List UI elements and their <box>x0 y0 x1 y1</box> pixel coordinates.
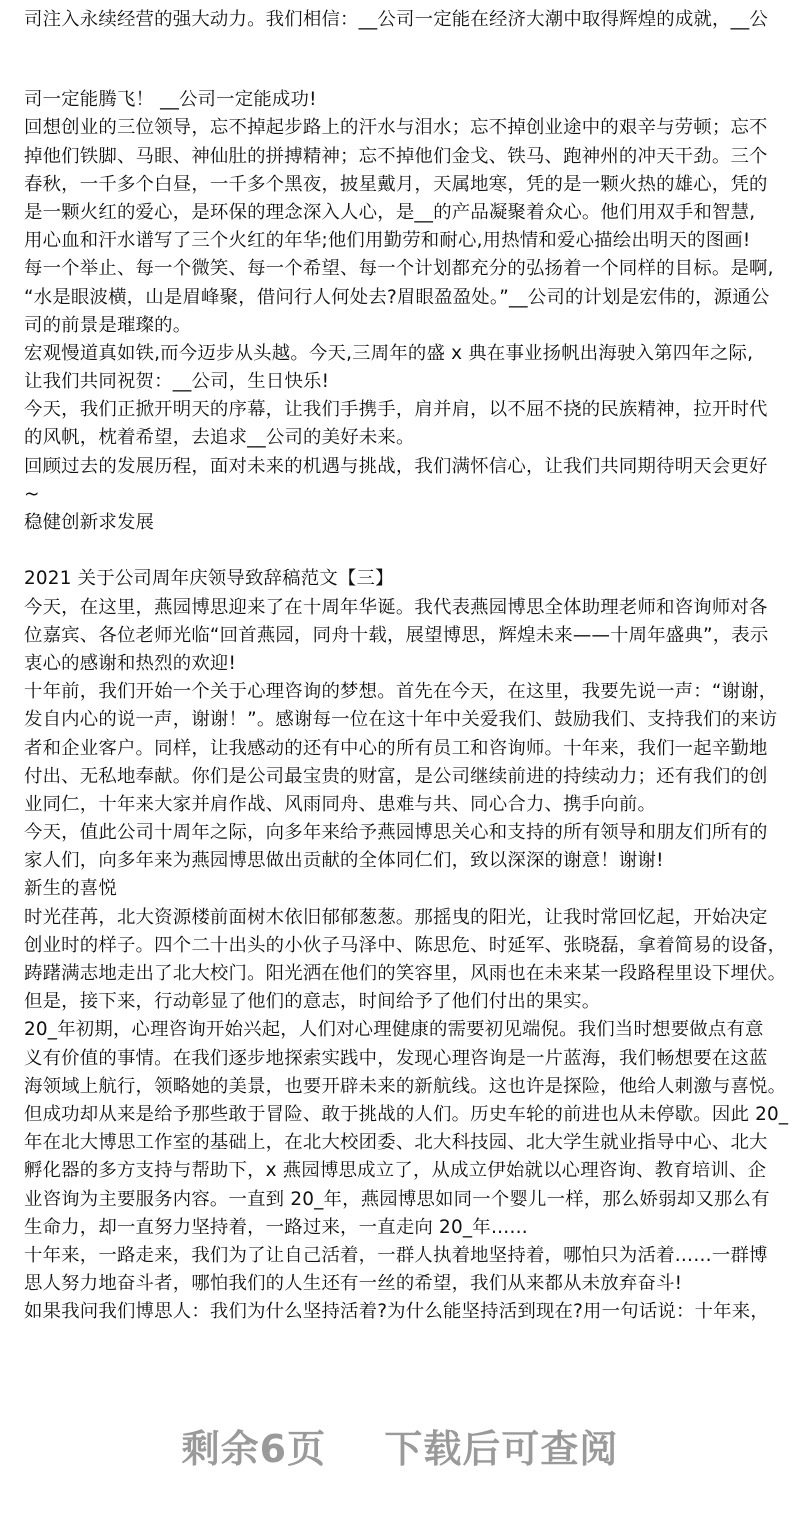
paragraph-block-2 <box>24 86 784 537</box>
text-line: 稳健创新求发展 <box>24 512 155 533</box>
text-line: “水是眼波横，山是眉峰聚，借问行人何处去?眉眼盈盈处。”__公司的计划是宏伟的，源通公 <box>24 286 770 308</box>
text-line: 义有价值的事情。在我们逐步地探索实践中，发现心理咨询是一片蓝海，我们畅想要在这蓝 <box>24 1047 768 1069</box>
text-line: 春秋，一千多个白昼，一千多个黑夜，披星戴月，天属地寒，凭的是一颗火热的雄心，凭的 <box>24 173 768 195</box>
text-line: 但成功却从来是给予那些敢于冒险、敢于挑战的人们。历史车轮的前进也从未停歇。因此 20_ <box>24 1103 789 1125</box>
text-line: 时光荏苒，北大资源楼前面树木依旧郁郁葱葱。那摇曳的阳光，让我时常回忆起，开始决定 <box>24 906 768 928</box>
text-line: 掉他们铁脚、马眼、神仙肚的拼搏精神；忘不掉他们金戈、铁马、跑神州的冲天干劲。三个 <box>24 145 768 167</box>
section-heading: 2021 关于公司周年庆领导致辞稿范文【三】 <box>24 568 394 590</box>
paragraph-block-3 <box>24 565 789 1326</box>
text-line: 如果我问我们博思人：我们为什么坚持活着?为什么能坚持活到现在?用一句话说：十年来， <box>24 1301 769 1323</box>
download-prompt[interactable] <box>0 1418 800 1473</box>
text-line: 今天，在这里，燕园博思迎来了在十周年华诞。我代表燕园博思全体助理老师和咨询师对各 <box>24 596 768 618</box>
text-line: 司的前景是璀璨的。 <box>24 314 192 336</box>
text-line: 20_年初期，心理咨询开始兴起，人们对心理健康的需要初见端倪。我们当时想要做点有意 <box>24 1019 764 1041</box>
text-line: ~ <box>24 483 40 505</box>
text-line: 用心血和汗水谱写了三个火红的年华;他们用勤劳和耐心,用热情和爱心描绘出明天的图画! <box>24 230 751 252</box>
text-line: 家人们，向多年来为燕园博思做出贡献的全体同仁们，致以深深的谢意！谢谢! <box>24 850 664 872</box>
text-line: 让我们共同祝贺：__公司，生日快乐! <box>24 371 330 393</box>
text-line: 孵化器的多方支持与帮助下，x 燕园博思成立了，从成立伊始就以心理咨询、教育培训、企 <box>24 1160 767 1182</box>
text-line: 的风帆，枕着希望，去追求__公司的美好未来。 <box>24 427 415 449</box>
download-to-view-label[interactable]: 下载后可查阅 <box>384 1427 619 1471</box>
text-line: 踌躇满志地走出了北大校门。阳光洒在他们的笑容里，风雨也在未来某一段路程里设下埋伏。 <box>24 963 787 984</box>
text-line: 付出、无私地奉献。你们是公司最宝贵的财富，是公司继续前进的持续动力；还有我们的创 <box>24 765 768 787</box>
text-line: 司注入永续经营的强大动力。我们相信：__公司一定能在经济大潮中取得辉煌的成就，__公 <box>24 9 769 30</box>
text-line: 业同仁，十年来大家并肩作战、风雨同舟、患难与共、同心合力、携手向前。 <box>24 793 657 815</box>
text-line: 每一个举止、每一个微笑、每一个希望、每一个计划都充分的弘扬着一个同样的目标。是啊, <box>24 258 774 280</box>
remaining-pages-label[interactable]: 剩余6页 <box>181 1427 327 1471</box>
paragraph-block-1 <box>24 6 784 34</box>
text-line: 发自内心的说一声，谢谢！”。感谢每一位在这十年中关爱我们、鼓励我们、支持我们的来访 <box>24 709 778 731</box>
text-line: 者和企业客户。同样，让我感动的还有中心的所有员工和咨询师。十年来，我们一起辛勤地 <box>24 737 768 759</box>
text-line: 十年来，一路走来，我们为了让自己活着，一群人执着地坚持着，哪怕只为活着……一群博 <box>24 1244 768 1266</box>
spacer <box>24 537 784 565</box>
text-line: 海领域上航行，领略她的美景，也要开辟未来的新航线。这也许是探险，他给人刺激与喜悦。 <box>24 1075 787 1097</box>
text-line: 司一定能腾飞！ __公司一定能成功! <box>24 89 317 111</box>
text-line: 十年前，我们开始一个关于心理咨询的梦想。首先在今天，在这里，我要先说一声：“谢谢， <box>24 681 778 703</box>
text-line: 今天，值此公司十周年之际，向多年来给予燕园博思关心和支持的所有领导和朋友们所有的 <box>24 822 768 844</box>
text-line: 新生的喜悦 <box>24 878 117 900</box>
text-line: 今天，我们正掀开明天的序幕，让我们手携手，肩并肩，以不屈不挠的民族精神，拉开时代 <box>24 399 768 421</box>
text-line: 回想创业的三位领导，忘不掉起步路上的汗水与泪水；忘不掉创业途中的艰辛与劳顿；忘不 <box>24 117 768 139</box>
text-line: 业咨询为主要服务内容。一直到 20_年，燕园博思如同一个婴儿一样，那么娇弱却又那么有 <box>24 1188 770 1210</box>
text-line: 回顾过去的发展历程，面对未来的机遇与挑战，我们满怀信心，让我们共同期待明天会更好 <box>24 455 768 477</box>
text-line: 创业时的样子。四个二十出头的小伙子马泽中、陈思危、时延军、张晓磊，拿着简易的设备， <box>24 934 787 956</box>
text-line: 是一颗火红的爱心，是环保的理念深入人心，是__的产品凝聚着众心。他们用双手和智慧, <box>24 201 756 223</box>
text-line: 但是，接下来，行动彰显了他们的意志，时间给予了他们付出的果实。 <box>24 991 601 1013</box>
document-body <box>24 6 789 1326</box>
text-line: 生命力，却一直努力坚持着，一路过来，一直走向 20_年…… <box>24 1216 529 1238</box>
text-line: 宏观慢道真如铁,而今迈步从头越。今天,三周年的盛 x 典在事业扬帆出海驶入第四年之际, <box>24 342 754 364</box>
text-line: 衷心的感谢和热烈的欢迎! <box>24 652 237 674</box>
text-line: 位嘉宾、各位老师光临“回首燕园，同舟十载，展望博思，辉煌未来——十周年盛典”，表示 <box>24 624 769 646</box>
spacer <box>24 34 784 86</box>
text-line: 年在北大博思工作室的基础上，在北大校团委、北大科技园、北大学生就业指导中心、北大 <box>24 1132 768 1154</box>
text-line: 思人努力地奋斗者，哪怕我们的人生还有一丝的希望，我们从来都从未放弃奋斗! <box>24 1273 683 1295</box>
